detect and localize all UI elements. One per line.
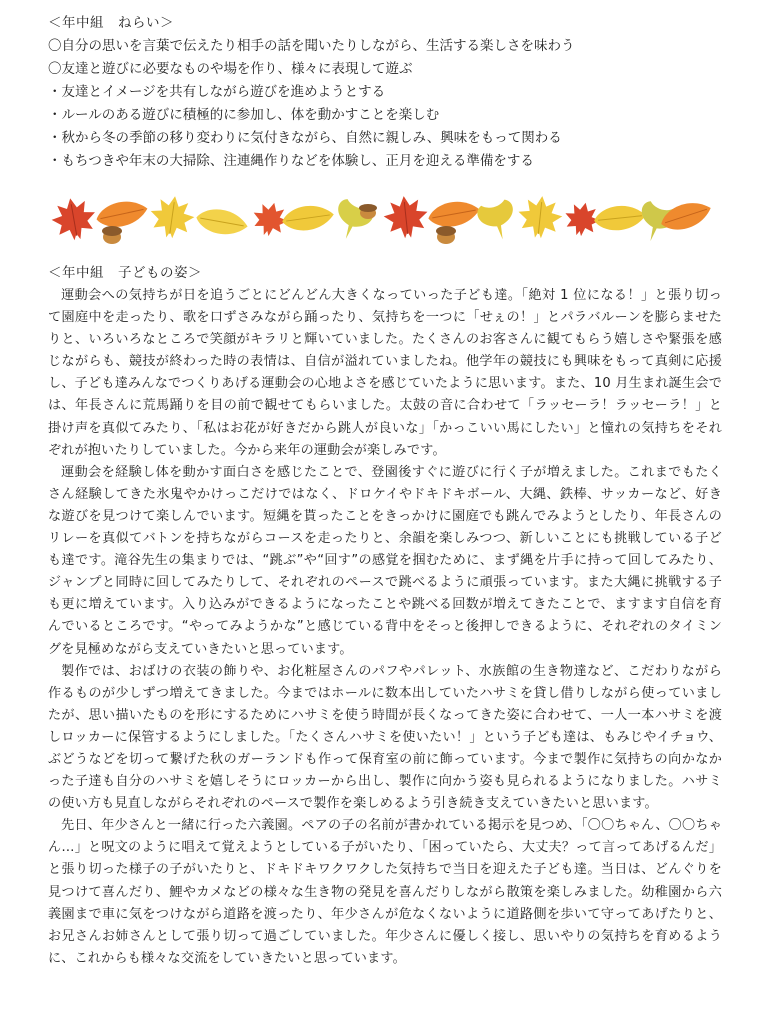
yellow-leaf-icon [194, 206, 249, 239]
red-maple-leaf-icon [382, 194, 430, 240]
children-status-heading: ＜年中組 子どもの姿＞ [48, 265, 202, 281]
status-paragraph: 製作では、おばけの衣装の飾りや、お化粧屋さんのパフやパレット、水族館の生き物達など、こだわりながら作るものが少しずつ増えてきました。今まではホールに数本出していたハサミを貸し借りしながら使っていましたが、思い描いたものを形にするためにハサミを使う時間が長くなってきた姿に合わせて、一人一本ハサミを渡しロッカーに保管するようにしました。「たくさんハサミを使いたい！」という子ども達は、もみじやイチョウ、ぶどうなどを切って繋げた秋のガーランドも作って保育室の前に飾っています。今まで製作に気持ちの向かなかった子達も自分のハサミを嬉しそうにロッカーから出し、製作に向かう姿も見られるようになりました。ハサミの使い方も見直しながらそれぞれのペースで製作を楽しめるよう引き続き支えていきたいと思います。 [48, 663, 722, 812]
aim-item: ・友達とイメージを共有しながら遊びを進めようとする [48, 84, 386, 100]
yellow-maple-leaf-icon [516, 194, 564, 240]
aim-item: 〇自分の思いを言葉で伝えたり相手の話を聞いたりしながら、生活する楽しさを味わう [48, 38, 575, 54]
orange-leaf-icon [426, 198, 481, 231]
aim-item: 〇友達と遊びに必要なものや場を作り、様々に表現して遊ぶ [48, 61, 413, 77]
children-status-section [48, 262, 722, 970]
red-maple-leaf-icon [49, 195, 100, 244]
aim-item: ・もちつきや年末の大掃除、注連縄作りなどを体験し、正月を迎える準備をする [48, 153, 534, 169]
yellow-leaf-icon [593, 203, 647, 232]
status-paragraph: 運動会への気持ちが日を追うごとにどんどん大きくなっていった子ども達。「絶対 1 位になる！」と張り切って園庭中を走ったり、歌を口ずさみながら踊ったり、気持ちを一つに「せぇの！」とパラバルーンを膨らませたりと、いろいろなところで笑顔がキラリと輝いていました。たくさんのお客さんに観てもらう嬉しさや緊張を感じながらも、競技が終わった時の表情は、自信が溢れていましたね。他学年の競技にも興味をもって真剣に応援し、子ども達みんなでつくりあげる運動会の心地よさを感じていたように思います。また、10 月生まれ誕生会では、年長さんに荒馬踊りを目の前で観せてもらいました。太鼓の音に合わせて「ラッセーラ！ラッセーラ！」と掛け声を真似てみたり、「私はお花が好きだから跳人が良いな」「かっこいい馬にしたい」と憧れの気持ちをそれぞれが抱いたりしていました。今から来年の運動会が楽しみです。 [48, 288, 722, 458]
acorn-icon [102, 226, 122, 244]
orange-leaf-icon [658, 197, 712, 236]
acorn-icon [436, 226, 456, 244]
ginkgo-leaf-icon [475, 198, 520, 244]
aim-item: ・秋から冬の季節の移り変わりに気付きながら、自然に親しみ、興味をもって関わる [48, 130, 562, 146]
aim-item: ・ルールのある遊びに積極的に参加し、体を動かすことを楽しむ [48, 107, 440, 123]
aims-section [48, 12, 748, 173]
aims-heading: ＜年中組 ねらい＞ [48, 15, 174, 31]
orange-leaf-icon [94, 197, 150, 231]
yellow-maple-leaf-icon [147, 193, 196, 241]
status-paragraph: 先日、年少さんと一緒に行った六義園。ペアの子の名前が書かれている掲示を見つめ、「〇〇ちゃん、〇〇ちゃん…」と呪文のように唱えて覚えようとしている子がいたり、「困っていたら、大丈夫？って言ってあげるんだ」と張り切った様子の子がいたりと、ドキドキワクワクした気持ちで当日を迎えた子ども達。当日は、どんぐりを見つけて喜んだり、鯉やカメなどの様々な生き物の発見を喜んだりしながら散策を楽しみました。幼稚園から六義園まで車に気をつけながら道路を渡ったり、年少さんが危なくないように道路側を歩いて守ってあげたりと、お兄さんお姉さんとして張り切って過ごしていました。年少さんに優しく接し、思いやりの気持ちを育めるように、これからも様々な交流をしていきたいと思っています。 [48, 818, 722, 966]
yellow-leaf-icon [281, 202, 336, 233]
autumn-leaf-garland [46, 192, 712, 250]
status-paragraph: 運動会を経験し体を動かす面白さを感じたことで、登園後すぐに遊びに行く子が増えました。これまでもたくさん経験してきた氷鬼やかけっこだけではなく、ドロケイやドキドキボール、大縄、鉄棒、サッカーなど、好きな遊びを見つけて楽しんでいます。短縄を貰ったことをきっかけに園庭でも跳んでみようとしたり、年長さんのリレーを真似てバトンを持ちながらコースを走ったりと、余韻を楽しみつつ、新しいことにも挑戦している子ども達です。滝谷先生の集まりでは、“跳ぶ”や“回す”の感覚を掴むために、まず縄を片手に持って回してみたり、ジャンプと同時に回してみたりして、それぞれのペースで跳べるように頑張っています。また大縄に挑戦する子も更に増えています。入り込みができるようになったことや跳べる回数が増えてきたことで、ますます自信を育んでいるところです。“やってみようかな”と感じている背中をそっと後押しできるように、それぞれのタイミングを見極めながら支えていきたいと思っています。 [48, 464, 722, 657]
